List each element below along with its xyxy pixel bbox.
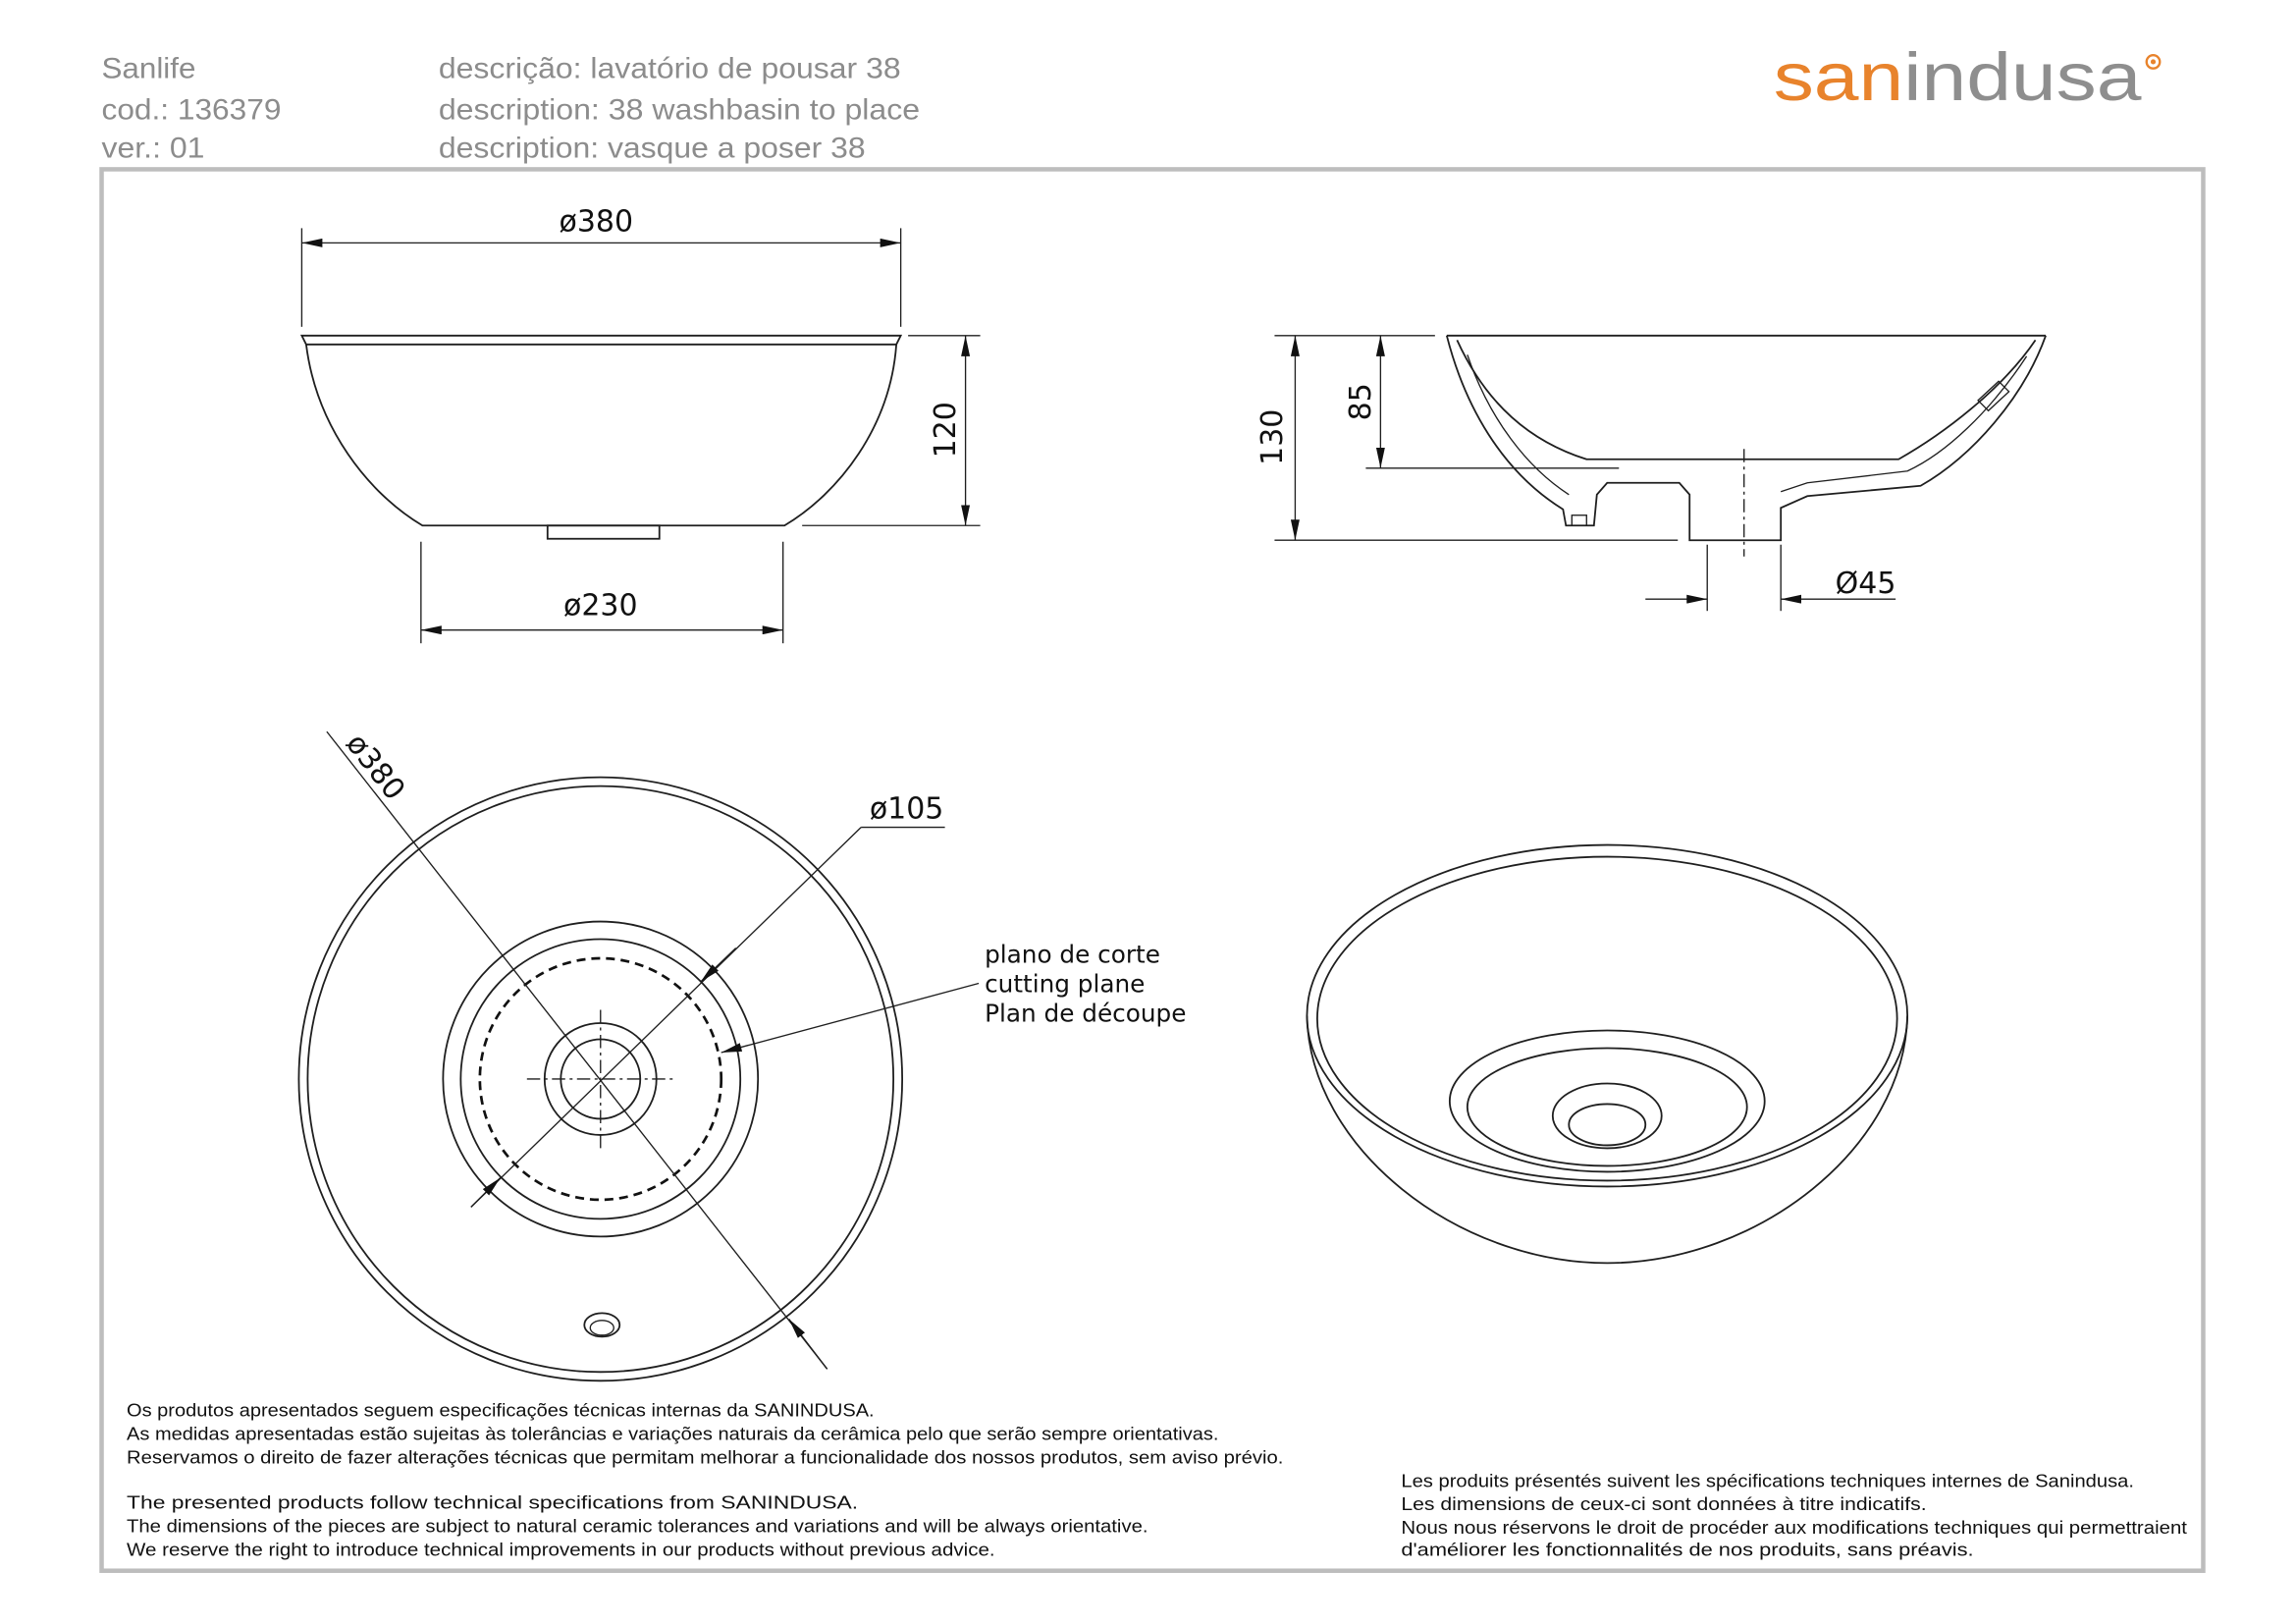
logo-indusa: indusa	[1903, 38, 2104, 115]
dimension-inner-diameter	[471, 792, 945, 1208]
section-view	[1255, 336, 2046, 611]
drain-diameter-label: Ø45	[1835, 567, 1896, 602]
disclaimer-fr-3: Nous nous réservons le droit de procéder aux modifications techniques qui permettraient	[1401, 1517, 2187, 1539]
cutting-plane-label-fr: Plan de découpe	[985, 999, 1187, 1028]
cutting-plane-callout	[721, 941, 1187, 1053]
inner-diameter-label: ø105	[869, 791, 944, 827]
total-height-label: 130	[1255, 408, 1290, 465]
perspective-rim-inner	[1317, 857, 1897, 1181]
perspective-drain-outer	[1553, 1083, 1662, 1148]
disclaimer-en-2: The dimensions of the pieces are subject to natural ceramic tolerances and variations and will be always orientative.	[127, 1515, 1148, 1537]
disclaimer-fr-1: Les produits présentés suivent les spécifications techniques internes de Sanindusa.	[1401, 1470, 2135, 1491]
description-pt: descrição: lavatório de pousar 38	[438, 53, 901, 85]
dimension-drain-diameter	[1645, 545, 1896, 611]
registered-mark-icon	[2147, 55, 2160, 68]
perspective-bowl-body	[1307, 1015, 1907, 1263]
section-profile	[1447, 336, 2046, 557]
version: ver.: 01	[101, 133, 205, 165]
disclaimer-pt-3: Reservamos o direito de fazer alterações técnicas que permitam melhorar a funcionalidade dos nossos produtos, sem aviso prévio.	[127, 1446, 1284, 1468]
description-en: description: 38 washbasin to place	[438, 94, 921, 127]
foot-notch	[1572, 515, 1586, 525]
product-code: cod.: 136379	[101, 94, 282, 127]
perspective-drain-inner	[1569, 1104, 1645, 1145]
top-diameter-label: ø380	[559, 204, 634, 240]
side-view-bowl	[301, 336, 900, 539]
dimension-top-diameter	[301, 204, 900, 326]
series-name: Sanlife	[101, 53, 196, 85]
disclaimer-pt-2: As medidas apresentadas estão sujeitas às tolerâncias e variações naturais da cerâmica pelo que serão sempre orientativas.	[127, 1423, 1219, 1444]
logo-san: san	[1773, 38, 1883, 115]
disclaimer-fr-2: Les dimensions de ceux-ci sont données à titre indicatifs.	[1401, 1493, 1927, 1515]
disclaimer-fr-4: d'améliorer les fonctionnalités de nos produits, sans préavis.	[1401, 1539, 1974, 1560]
cutting-plane-label-en: cutting plane	[985, 969, 1146, 999]
dimension-basin-depth	[1344, 336, 1619, 468]
dimension-height	[802, 336, 980, 525]
description-fr: description: vasque a poser 38	[438, 133, 866, 165]
base-diameter-label: ø230	[562, 588, 638, 623]
perspective-floor-outer	[1450, 1030, 1765, 1171]
basin-depth-label: 85	[1343, 383, 1378, 421]
overflow-hole	[584, 1313, 619, 1336]
drain-outlet	[548, 525, 660, 538]
dimension-base-diameter	[421, 542, 783, 643]
brand-logo	[1774, 39, 2161, 115]
header	[102, 53, 921, 164]
dimension-total-height	[1255, 336, 1678, 540]
footer-disclaimer-right	[1401, 1470, 2187, 1559]
height-label: 120	[929, 402, 964, 459]
drawing-frame	[102, 169, 2204, 1570]
logo-text	[1774, 39, 2143, 115]
outer-diameter-label: ø380	[339, 727, 412, 807]
overflow-channel	[1978, 381, 2008, 410]
disclaimer-en-1: The presented products follow technical specifications from SANINDUSA.	[127, 1491, 859, 1513]
side-view	[301, 204, 980, 643]
footer-disclaimer-left	[127, 1399, 1283, 1559]
plan-view	[298, 728, 1186, 1381]
perspective-rim-outer	[1307, 845, 1907, 1187]
perspective-view	[1307, 845, 1907, 1264]
disclaimer-pt-1: Os produtos apresentados seguem especificações técnicas internas da SANINDUSA.	[127, 1399, 875, 1421]
cutting-plane-label-pt: plano de corte	[985, 940, 1160, 969]
disclaimer-en-3: We reserve the right to introduce technical improvements in our products without previous advice.	[127, 1539, 995, 1560]
